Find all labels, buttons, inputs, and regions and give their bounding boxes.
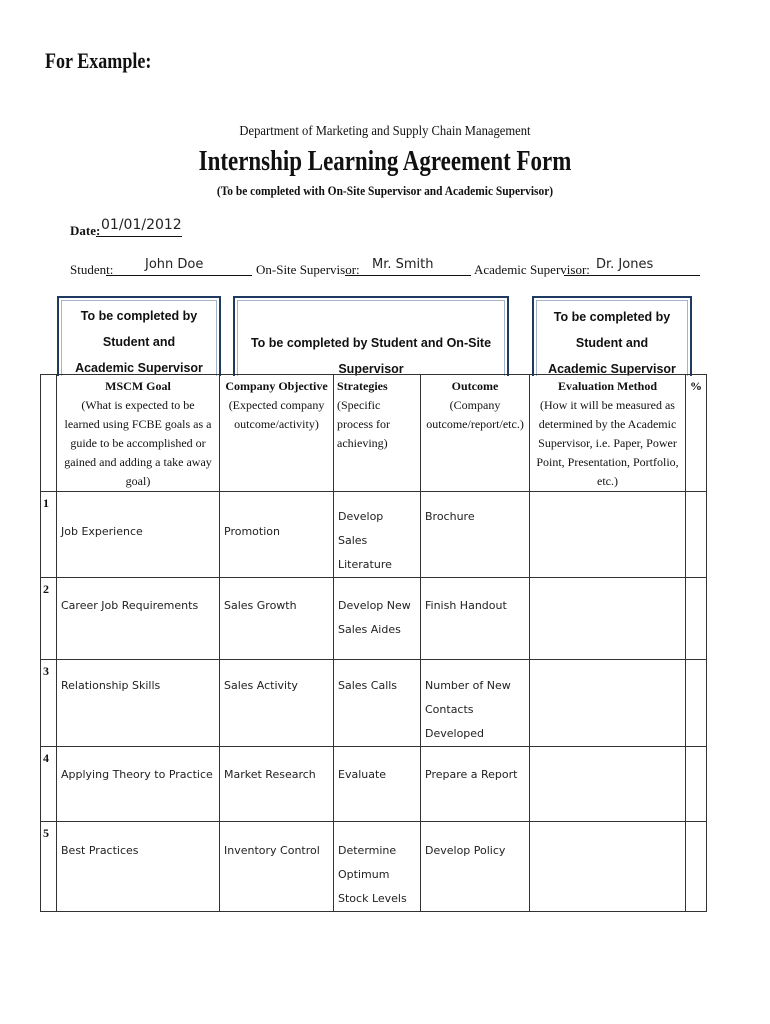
goal-text: Career Job Requirements xyxy=(61,599,199,612)
percent-cell[interactable] xyxy=(686,492,707,578)
evaluation-cell[interactable] xyxy=(530,492,686,578)
academic-supervisor-label: Academic Supervisor: xyxy=(474,262,590,277)
objective-text: Market Research xyxy=(224,768,316,781)
example-heading: For Example: xyxy=(45,48,152,73)
goal-cell[interactable] xyxy=(57,822,220,912)
header-percent-title: % xyxy=(690,379,702,393)
evaluation-cell[interactable] xyxy=(530,660,686,747)
objective-cell[interactable] xyxy=(220,492,334,578)
learning-agreement-table xyxy=(40,374,707,912)
box-left-line-2: Academic Supervisor xyxy=(75,361,203,375)
strategy-text: Develop New Sales Aides xyxy=(338,599,411,636)
header-goal-desc: (What is expected to be learned using FCBE goals as a guide to be accomplished or gained and adding a take away goal) xyxy=(64,398,212,488)
header-goal-title: MSCM Goal xyxy=(105,379,171,393)
strategy-cell[interactable] xyxy=(334,822,421,912)
table-row xyxy=(41,822,707,912)
percent-cell[interactable] xyxy=(686,660,707,747)
header-outcome-text xyxy=(421,377,529,396)
outcome-text: Prepare a Report xyxy=(425,768,518,781)
outcome-text: Brochure xyxy=(425,510,475,523)
form-title: Internship Learning Agreement Form xyxy=(198,146,572,177)
row-number-text: 5 xyxy=(43,826,49,840)
percent-cell[interactable] xyxy=(686,747,707,822)
outcome-cell[interactable] xyxy=(421,492,530,578)
goal-text: Relationship Skills xyxy=(61,679,161,692)
goal-text: Applying Theory to Practice xyxy=(61,768,213,781)
header-strategies xyxy=(334,375,421,492)
row-number-text: 4 xyxy=(43,751,49,765)
row-number-text: 3 xyxy=(43,664,49,678)
evaluation-cell[interactable] xyxy=(530,747,686,822)
row-number xyxy=(41,747,57,822)
strategy-cell[interactable] xyxy=(334,747,421,822)
objective-text: Sales Growth xyxy=(224,599,297,612)
row-number xyxy=(41,578,57,660)
form-subtitle: (To be completed with On-Site Supervisor and Academic Supervisor) xyxy=(216,183,554,198)
evaluation-cell[interactable] xyxy=(530,822,686,912)
onsite-supervisor-label: On-Site Supervisor: xyxy=(256,262,360,277)
outcome-cell[interactable] xyxy=(421,578,530,660)
table-header-row xyxy=(41,375,707,492)
percent-cell[interactable] xyxy=(686,578,707,660)
header-evaluation-desc: (How it will be measured as determined by the Academic Supervisor, i.e. Paper, Power Point, Presentation, Portfolio, etc.) xyxy=(536,398,679,488)
table-row xyxy=(41,747,707,822)
outcome-text: Finish Handout xyxy=(425,599,507,612)
box-left-line-1: To be completed by Student and xyxy=(80,309,198,349)
strategy-text: Develop Sales Literature xyxy=(338,510,392,571)
box-middle-text: To be completed by Student and On-Site Supervisor xyxy=(250,336,492,376)
academic-supervisor-field[interactable]: Dr. Jones xyxy=(596,257,654,272)
objective-cell[interactable] xyxy=(220,747,334,822)
goal-cell[interactable] xyxy=(57,492,220,578)
table-row xyxy=(41,578,707,660)
student-academic-box-right xyxy=(532,296,692,376)
strategy-text: Determine Optimum Stock Levels xyxy=(338,844,407,905)
header-number xyxy=(41,375,57,492)
evaluation-cell[interactable] xyxy=(530,578,686,660)
strategy-text: Sales Calls xyxy=(338,679,398,692)
header-strategies-desc: (Specific process for achieving) xyxy=(337,398,390,450)
objective-text: Sales Activity xyxy=(224,679,298,692)
header-objective-desc: (Expected company outcome/activity) xyxy=(228,398,325,431)
header-evaluation-title: Evaluation Method xyxy=(557,379,657,393)
objective-text: Promotion xyxy=(224,525,280,538)
box-right-line-1: To be completed by Student and xyxy=(553,310,671,350)
header-outcome-title: Outcome xyxy=(451,379,499,393)
goal-text: Job Experience xyxy=(61,525,143,538)
outcome-text: Number of New Contacts Developed xyxy=(425,679,511,740)
student-field[interactable]: John Doe xyxy=(145,257,204,272)
objective-text: Inventory Control xyxy=(224,844,320,857)
goal-cell[interactable] xyxy=(57,578,220,660)
outcome-text: Develop Policy xyxy=(425,844,506,857)
row-number-text: 2 xyxy=(43,582,49,596)
objective-cell[interactable] xyxy=(220,578,334,660)
outcome-cell[interactable] xyxy=(421,747,530,822)
objective-cell[interactable] xyxy=(220,822,334,912)
row-number xyxy=(41,822,57,912)
header-objective xyxy=(220,375,334,492)
header-strategies-title: Strategies xyxy=(337,379,388,393)
onsite-supervisor-field[interactable]: Mr. Smith xyxy=(372,257,434,272)
goal-cell[interactable] xyxy=(57,747,220,822)
outcome-cell[interactable] xyxy=(421,822,530,912)
student-onsite-box xyxy=(233,296,509,376)
student-underline xyxy=(106,275,252,276)
outcome-cell[interactable] xyxy=(421,660,530,747)
objective-cell[interactable] xyxy=(220,660,334,747)
academic-supervisor-underline xyxy=(564,275,700,276)
header-outcome xyxy=(421,375,530,492)
goal-text: Best Practices xyxy=(61,844,139,857)
strategy-text: Evaluate xyxy=(338,768,387,781)
row-number-text: 1 xyxy=(43,496,49,510)
department-name: Department of Marketing and Supply Chain Management xyxy=(239,124,531,139)
onsite-supervisor-underline xyxy=(345,275,471,276)
box-right-line-2: Academic Supervisor xyxy=(548,362,676,376)
date-underline xyxy=(96,236,182,237)
table-row xyxy=(41,660,707,747)
strategy-cell[interactable] xyxy=(334,660,421,747)
percent-cell[interactable] xyxy=(686,822,707,912)
strategy-cell[interactable] xyxy=(334,578,421,660)
goal-cell[interactable] xyxy=(57,660,220,747)
header-evaluation xyxy=(530,375,686,492)
student-academic-box-left xyxy=(57,296,221,376)
header-percent xyxy=(686,375,707,492)
row-number xyxy=(41,492,57,578)
header-goal xyxy=(57,375,220,492)
row-number xyxy=(41,660,57,747)
date-field[interactable]: 01/01/2012 xyxy=(101,217,182,233)
header-objective-title: Company Objective xyxy=(225,379,328,393)
header-outcome-desc: (Company outcome/report/etc.) xyxy=(426,398,524,431)
date-label: Date: xyxy=(70,223,101,238)
strategy-cell[interactable] xyxy=(334,492,421,578)
student-label: Student: xyxy=(70,262,114,277)
table-row xyxy=(41,492,707,578)
